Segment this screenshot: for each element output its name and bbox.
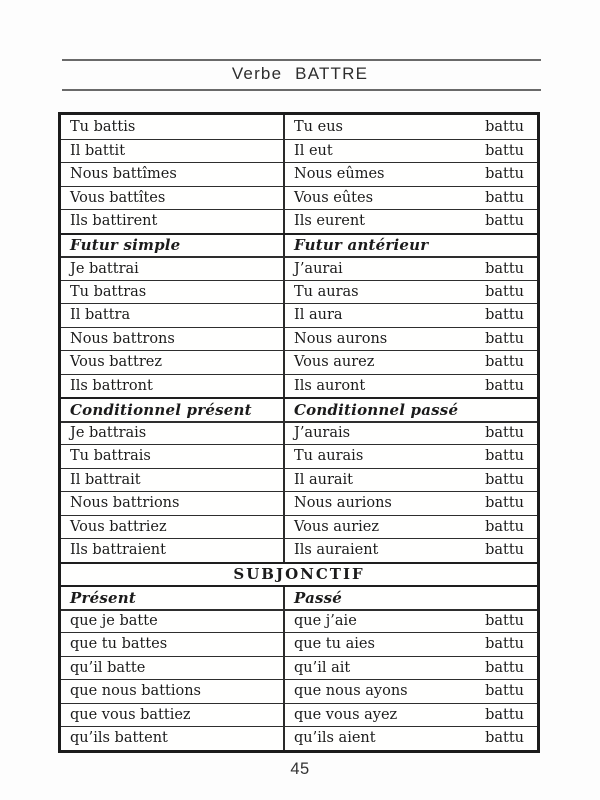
conjugation-row — [61, 139, 537, 163]
conjugated-form-left: Vous battrez — [70, 354, 162, 371]
verb-cell-left — [61, 281, 285, 304]
tense-label-left: Présent — [70, 588, 136, 607]
conjugated-form-left: que vous battiez — [70, 706, 191, 723]
tense-label-right-cell — [285, 587, 537, 609]
verb-cell-right — [285, 657, 537, 680]
verb-cell-right — [285, 258, 537, 280]
verb-cell-right — [285, 328, 537, 351]
past-participle: battu — [485, 495, 524, 512]
verb-cell-right — [285, 187, 537, 210]
past-participle: battu — [485, 542, 524, 559]
conjugated-form-left: que nous battions — [70, 683, 201, 700]
tense-label-right: Conditionnel passé — [294, 400, 459, 419]
conjugated-form-left: Tu battras — [70, 283, 147, 300]
tense-label-right-cell — [285, 399, 537, 421]
tense-label-left: Conditionnel présent — [70, 400, 252, 419]
conjugation-row — [61, 632, 537, 656]
past-participle: battu — [485, 283, 524, 300]
conjugation-row — [61, 374, 537, 398]
verb-cell-right — [285, 704, 537, 727]
tense-label-right: Passé — [294, 588, 343, 607]
auxiliary-form: Nous aurions — [294, 495, 392, 512]
verb-cell-left — [61, 611, 285, 633]
conjugation-row — [61, 491, 537, 515]
auxiliary-form: Ils auraient — [294, 542, 379, 559]
mood-label: SUBJONCTIF — [233, 565, 365, 584]
tense-label-left: Futur simple — [70, 236, 181, 255]
verb-cell-left — [61, 633, 285, 656]
header-rule-bottom — [62, 89, 541, 91]
past-participle: battu — [485, 659, 524, 676]
past-participle: battu — [485, 518, 524, 535]
verb-cell-right — [285, 210, 537, 233]
verb-cell-left — [61, 539, 285, 562]
conjugation-row — [61, 538, 537, 562]
conjugation-row — [61, 303, 537, 327]
conjugated-form-left: Je battrai — [70, 260, 139, 277]
verb-cell-right — [285, 115, 537, 139]
past-participle: battu — [485, 189, 524, 206]
conjugation-row — [61, 703, 537, 727]
conjugation-table — [58, 112, 540, 753]
past-participle: battu — [485, 730, 524, 747]
verb-cell-right — [285, 351, 537, 374]
verb-cell-left — [61, 187, 285, 210]
verb-cell-right — [285, 304, 537, 327]
conjugation-row — [61, 609, 537, 633]
conjugated-form-left: Il battit — [70, 142, 126, 159]
tense-header-row — [61, 397, 537, 421]
auxiliary-form: Ils eurent — [294, 213, 366, 230]
verb-cell-right — [285, 492, 537, 515]
verb-cell-left — [61, 445, 285, 468]
verb-cell-right — [285, 163, 537, 186]
verb-cell-right — [285, 539, 537, 562]
conjugation-row — [61, 468, 537, 492]
past-participle: battu — [485, 166, 524, 183]
verb-cell-left — [61, 469, 285, 492]
conjugation-row — [61, 209, 537, 233]
conjugation-row — [61, 186, 537, 210]
conjugated-form-left: que tu battes — [70, 636, 168, 653]
conjugation-row — [61, 726, 537, 750]
verb-cell-left — [61, 680, 285, 703]
conjugated-form-left: Nous battrons — [70, 330, 175, 347]
past-participle: battu — [485, 330, 524, 347]
conjugation-row — [61, 515, 537, 539]
conjugated-form-left: Tu battrais — [70, 448, 151, 465]
past-participle: battu — [485, 425, 524, 442]
past-participle: battu — [485, 354, 524, 371]
conjugation-row — [61, 444, 537, 468]
past-participle: battu — [485, 448, 524, 465]
auxiliary-form: Vous auriez — [294, 518, 380, 535]
tense-label-right-cell — [285, 235, 537, 257]
tense-label-right: Futur antérieur — [294, 236, 429, 255]
past-participle: battu — [485, 260, 524, 277]
auxiliary-form: Il aurait — [294, 471, 353, 488]
header-rule-top — [62, 59, 541, 61]
verb-cell-right — [285, 423, 537, 445]
verb-cell-left — [61, 492, 285, 515]
auxiliary-form: Tu aurais — [294, 448, 364, 465]
conjugated-form-left: Tu battis — [70, 118, 136, 135]
past-participle: battu — [485, 142, 524, 159]
past-participle: battu — [485, 377, 524, 394]
conjugation-row — [61, 421, 537, 445]
verb-cell-right — [285, 680, 537, 703]
auxiliary-form: qu’il ait — [294, 659, 351, 676]
tense-header-row — [61, 233, 537, 257]
verb-cell-left — [61, 328, 285, 351]
conjugation-row — [61, 162, 537, 186]
conjugated-form-left: Ils battraient — [70, 542, 166, 559]
auxiliary-form: que j’aie — [294, 613, 357, 630]
auxiliary-form: que nous ayons — [294, 683, 408, 700]
conjugation-row — [61, 115, 537, 139]
verb-cell-left — [61, 423, 285, 445]
verb-cell-right — [285, 633, 537, 656]
verb-cell-left — [61, 258, 285, 280]
conjugated-form-left: Nous battrions — [70, 495, 180, 512]
auxiliary-form: Tu eus — [294, 118, 343, 135]
verb-cell-left — [61, 351, 285, 374]
conjugated-form-left: que je batte — [70, 613, 158, 630]
auxiliary-form: Nous aurons — [294, 330, 388, 347]
past-participle: battu — [485, 636, 524, 653]
auxiliary-form: Tu auras — [294, 283, 359, 300]
auxiliary-form: Nous eûmes — [294, 166, 385, 183]
conjugation-row — [61, 327, 537, 351]
verb-cell-left — [61, 657, 285, 680]
conjugated-form-left: Vous battîtes — [70, 189, 166, 206]
conjugation-row — [61, 280, 537, 304]
auxiliary-form: Il aura — [294, 307, 343, 324]
verb-cell-right — [285, 281, 537, 304]
conjugation-row — [61, 256, 537, 280]
past-participle: battu — [485, 706, 524, 723]
auxiliary-form: Vous eûtes — [294, 189, 374, 206]
conjugation-row — [61, 656, 537, 680]
auxiliary-form: Il eut — [294, 142, 333, 159]
conjugated-form-left: Vous battriez — [70, 518, 167, 535]
past-participle: battu — [485, 471, 524, 488]
auxiliary-form: J’aurais — [294, 425, 351, 442]
past-participle: battu — [485, 613, 524, 630]
conjugated-form-left: Ils battront — [70, 377, 153, 394]
tense-label-left-cell — [61, 587, 285, 609]
past-participle: battu — [485, 307, 524, 324]
auxiliary-form: J’aurai — [294, 260, 343, 277]
verb-cell-left — [61, 516, 285, 539]
verb-cell-right — [285, 611, 537, 633]
past-participle: battu — [485, 118, 524, 135]
past-participle: battu — [485, 683, 524, 700]
verb-cell-right — [285, 375, 537, 398]
verb-cell-right — [285, 516, 537, 539]
verb-cell-left — [61, 304, 285, 327]
conjugated-form-left: Il battra — [70, 307, 131, 324]
verb-cell-right — [285, 140, 537, 163]
verb-cell-left — [61, 375, 285, 398]
mood-banner-row — [61, 562, 537, 586]
auxiliary-form: que vous ayez — [294, 706, 398, 723]
page-number: 45 — [290, 760, 310, 778]
tense-label-left-cell — [61, 399, 285, 421]
verb-cell-left — [61, 140, 285, 163]
verb-cell-left — [61, 210, 285, 233]
auxiliary-form: qu’ils aient — [294, 730, 376, 747]
conjugated-form-left: Nous battîmes — [70, 166, 177, 183]
conjugation-row — [61, 350, 537, 374]
conjugated-form-left: Je battrais — [70, 425, 147, 442]
conjugation-row — [61, 679, 537, 703]
verb-cell-left — [61, 115, 285, 139]
conjugated-form-left: Il battrait — [70, 471, 141, 488]
tense-label-left-cell — [61, 235, 285, 257]
conjugated-form-left: qu’ils battent — [70, 730, 168, 747]
verb-cell-left — [61, 704, 285, 727]
auxiliary-form: Ils auront — [294, 377, 366, 394]
verb-cell-right — [285, 727, 537, 750]
conjugated-form-left: Ils battirent — [70, 213, 158, 230]
verb-cell-left — [61, 163, 285, 186]
auxiliary-form: Vous aurez — [294, 354, 375, 371]
verb-cell-right — [285, 445, 537, 468]
page-title: Verbe BATTRE — [231, 64, 369, 83]
past-participle: battu — [485, 213, 524, 230]
verb-cell-left — [61, 727, 285, 750]
tense-header-row — [61, 585, 537, 609]
conjugated-form-left: qu’il batte — [70, 659, 146, 676]
verb-cell-right — [285, 469, 537, 492]
auxiliary-form: que tu aies — [294, 636, 375, 653]
